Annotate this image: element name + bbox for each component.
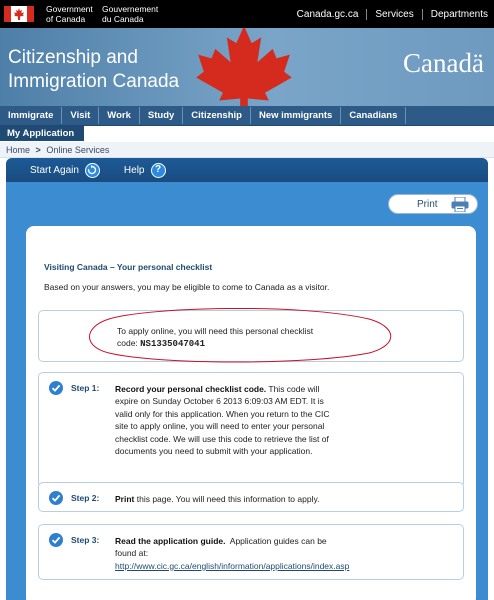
canada-wordmark: Canadä <box>403 48 484 78</box>
fip-links <box>297 9 488 20</box>
help-button[interactable] <box>124 163 166 178</box>
nav-item-visit[interactable]: Visit <box>62 107 99 124</box>
nav-item-citizenship[interactable]: Citizenship <box>183 107 251 124</box>
question-mark-icon: ? <box>151 163 166 178</box>
checkmark-icon <box>49 533 63 547</box>
checklist-card <box>26 226 476 600</box>
step-1-label: Step 1: <box>71 383 100 393</box>
page-title: Visiting Canada – Your personal checklist <box>44 262 213 272</box>
help-label: Help <box>123 164 145 176</box>
maple-leaf-icon <box>196 28 292 106</box>
services-link[interactable]: Services <box>375 9 414 20</box>
panel-toolbar <box>6 158 488 182</box>
checklist-code-text: To apply online, you will need this personal checklist code: NS1335047041 <box>117 326 314 349</box>
gouvernement-du-canada-label: Gouvernement du Canada <box>102 4 159 24</box>
nav-item-new-immigrants[interactable]: New immigrants <box>251 107 341 124</box>
step-3-label: Step 3: <box>71 535 100 545</box>
tab-my-application[interactable]: My Application <box>0 126 84 141</box>
breadcrumb-separator: > <box>35 145 41 155</box>
divider <box>422 9 423 20</box>
step-1 <box>38 372 464 488</box>
start-again-button[interactable] <box>30 163 100 178</box>
federal-identity-bar <box>0 0 494 28</box>
step-2-text: Print this page. You will need this information to apply. <box>115 494 320 504</box>
canada-flag-icon <box>4 6 34 22</box>
step-2 <box>38 482 464 512</box>
checklist-code: NS1335047041 <box>140 339 205 349</box>
nav-item-work[interactable]: Work <box>99 107 140 124</box>
sub-nav <box>0 125 494 141</box>
nav-item-canadians[interactable]: Canadians <box>341 107 406 124</box>
step-2-label: Step 2: <box>71 493 100 503</box>
nav-item-study[interactable]: Study <box>140 107 183 124</box>
print-label: Print <box>417 199 438 210</box>
printer-icon <box>451 197 469 212</box>
canada-gc-ca-link[interactable]: Canada.gc.ca <box>296 9 359 20</box>
intro-text: Based on your answers, you may be eligible to come to Canada as a visitor. <box>44 282 330 292</box>
nav-item-immigrate[interactable]: Immigrate <box>0 107 62 124</box>
application-panel <box>6 158 488 600</box>
refresh-icon <box>85 163 100 178</box>
departments-link[interactable]: Departments <box>430 9 488 20</box>
government-of-canada-label: Government of Canada <box>46 4 93 24</box>
step-3 <box>38 524 464 580</box>
breadcrumb-online-services[interactable]: Online Services <box>46 145 110 155</box>
step-1-text: Record your personal checklist code. This code will expire on Sunday October 6 2013 6:09:03 AM EDT. It is valid only for this application. When you return to the CIC site to apply online, you will need to enter your personal checklist code. We will use this code to retrieve the list of documents you need to submit with your application. <box>115 384 330 457</box>
checkmark-icon <box>49 491 63 505</box>
divider <box>366 9 367 20</box>
print-button[interactable] <box>388 194 478 214</box>
checklist-code-box <box>38 310 464 362</box>
application-guides-link[interactable]: http://www.cic.gc.ca/english/information/applications/index.asp <box>115 560 350 571</box>
breadcrumb-home-link[interactable]: Home <box>6 145 31 155</box>
main-nav <box>0 106 494 125</box>
checkmark-icon <box>49 381 63 395</box>
breadcrumb <box>0 142 494 158</box>
department-name[interactable]: Citizenship and Immigration Canada <box>8 47 180 92</box>
step-3-text: Read the application guide. Application guides can be found at: http://www.cic.gc.ca/english/information/applications/index.asp <box>115 536 350 571</box>
site-banner <box>0 28 494 106</box>
start-again-label: Start Again <box>30 164 79 176</box>
